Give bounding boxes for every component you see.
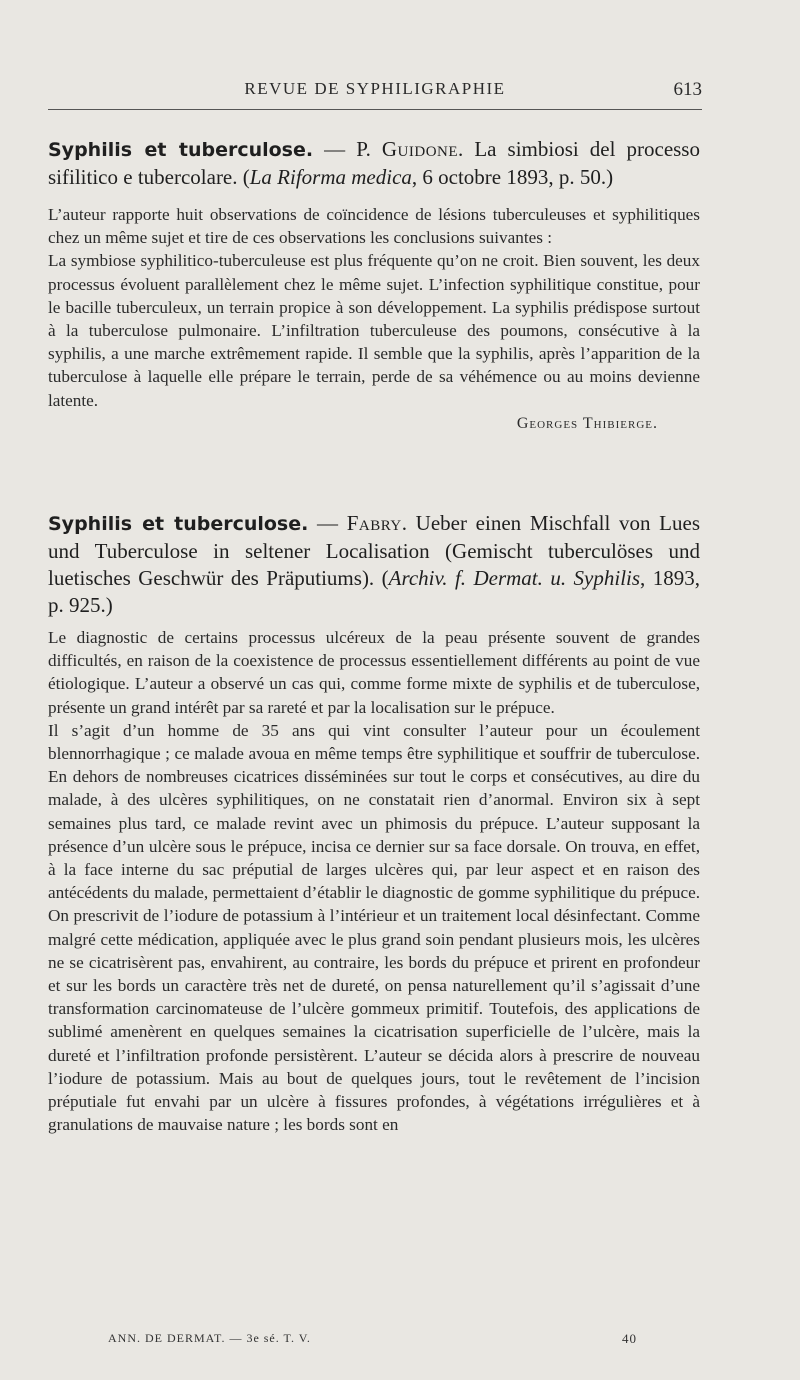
article-1-keyword: Syphilis et tuberculose. [48,139,314,161]
article-2-body [48,626,700,1136]
footer-signature-mark: 40 [622,1331,637,1346]
article-2 [48,510,700,619]
article-2-journal: Archiv. f. Dermat. u. Syphilis [388,566,641,590]
page-footer [48,1331,700,1351]
article-2-keyword: Syphilis et tuberculose. [48,513,309,535]
article-1-author: Guidone [381,137,459,161]
article-2-title [48,510,700,619]
article-1-title [48,136,700,191]
article-1-signature: Georges Thibierge. [516,414,658,432]
article-1-citation: . La simbiosi del processo sifilitico e tubercolare. ( [48,137,700,189]
article-2-citation-end: , 1893, p. 925.) [48,566,700,617]
article-1-citation-end: , 6 octobre 1893, p. 50.) [411,165,614,189]
page-number: 613 [673,79,702,100]
article-1-paragraph-2: La symbiose syphilitico-tuberculeuse est plus fréquente qu’on ne croit. Bien souvent, les deux processus évoluent parallèlement chez le même sujet. L’infection syphilitique constitue, pour le bacille tuberculeux, un terrain propice à son développement. La syphilis prédispose surtout à la tuberculose pulmonaire. L’infiltration tuberculeuse des poumons, consécutive à la syphilis, a une marche extrêmement rapide. Il semble que la syphilis, après l’apparition de la tuberculose à laquelle elle prépare le terrain, perde de sa véhémence ou au moins devienne latente. [48,251,700,410]
article-2-dash: — [308,511,347,535]
article-1-journal: La Riforma medica [249,165,412,189]
article-2-author: Fabry [346,511,402,535]
article-1-dash: — P. [313,137,382,161]
article-1 [48,136,700,191]
running-title: REVUE DE SYPHILIGRAPHIE [244,79,506,98]
article-2-paragraph-1: Le diagnostic de certains processus ulcéreux de la peau présente souvent de grandes difficultés, en raison de la coexistence de processus essentiellement différents au point de vue étiologique. L’auteur a observé un cas qui, comme forme mixte de syphilis et de tuberculose, présente un grand intérêt par sa rareté et par la localisation sur le prépuce. [48,628,700,717]
page-header [48,79,702,110]
footer-journal-ref: ANN. DE DERMAT. — 3e sé. T. V. [108,1331,311,1345]
article-1-paragraph-1: L’auteur rapporte huit observations de coïncidence de lésions tuberculeuses et syphilitiques chez un même sujet et tire de ces observations les conclusions suivantes : [48,205,700,248]
article-2-citation: . Ueber einen Mischfall von Lues und Tuberculose in seltener Localisation (Gemischt tuberculöses und luetisches Geschwür des Präputiums). ( [48,511,700,590]
article-2-paragraph-2: Il s’agit d’un homme de 35 ans qui vint consulter l’auteur pour un écoulement blennorrhagique ; ce malade avoua en même temps être syphilitique et souffrir de tuberculose. En dehors de nombreuses cicatrices disséminées sur tout le corps et consécutives, au dire du malade, à des ulcères syphilitiques, on ne constatait rien d’anormal. Environ six à sept semaines plus tard, ce malade revint avec un phimosis du prépuce. L’auteur supposant la présence d’un ulcère sous le prépuce, incisa ce dernier sur sa face dorsale. On trouva, en effet, à la face interne du sac préputial de larges ulcères qui, par leur aspect et en raison des antécédents du malade, permettaient d’établir le diagnostic de gomme syphilitique du prépuce. On prescrivit de l’iodure de potassium à l’intérieur et un traitement local désinfectant. Comme malgré cette médication, appliquée avec le plus grand soin pendant plusieurs mois, les ulcères ne se cicatrisèrent pas, envahirent, au contraire, les bords du prépuce et prirent en profondeur et sur les bords un caractère très net de dureté, on pensa naturellement qu’il s’agissait d’une transformation carcinomateuse de l’ulcère gommeux primitif. Toutefois, des applications de sublimé amenèrent en quelques semaines la cicatrisation superficielle de l’ulcère, mais la dureté et l’infiltration profonde persistèrent. L’auteur se décida alors à prescrire de nouveau l’iodure de potassium. Mais au bout de quelques jours, tout le revêtement de l’incision préputiale fut envahi par un ulcère à fissures profondes, à végétations irrégulières et à granulations de mauvaise nature ; les bords sont en [48,720,700,1135]
article-1-body [48,203,700,435]
